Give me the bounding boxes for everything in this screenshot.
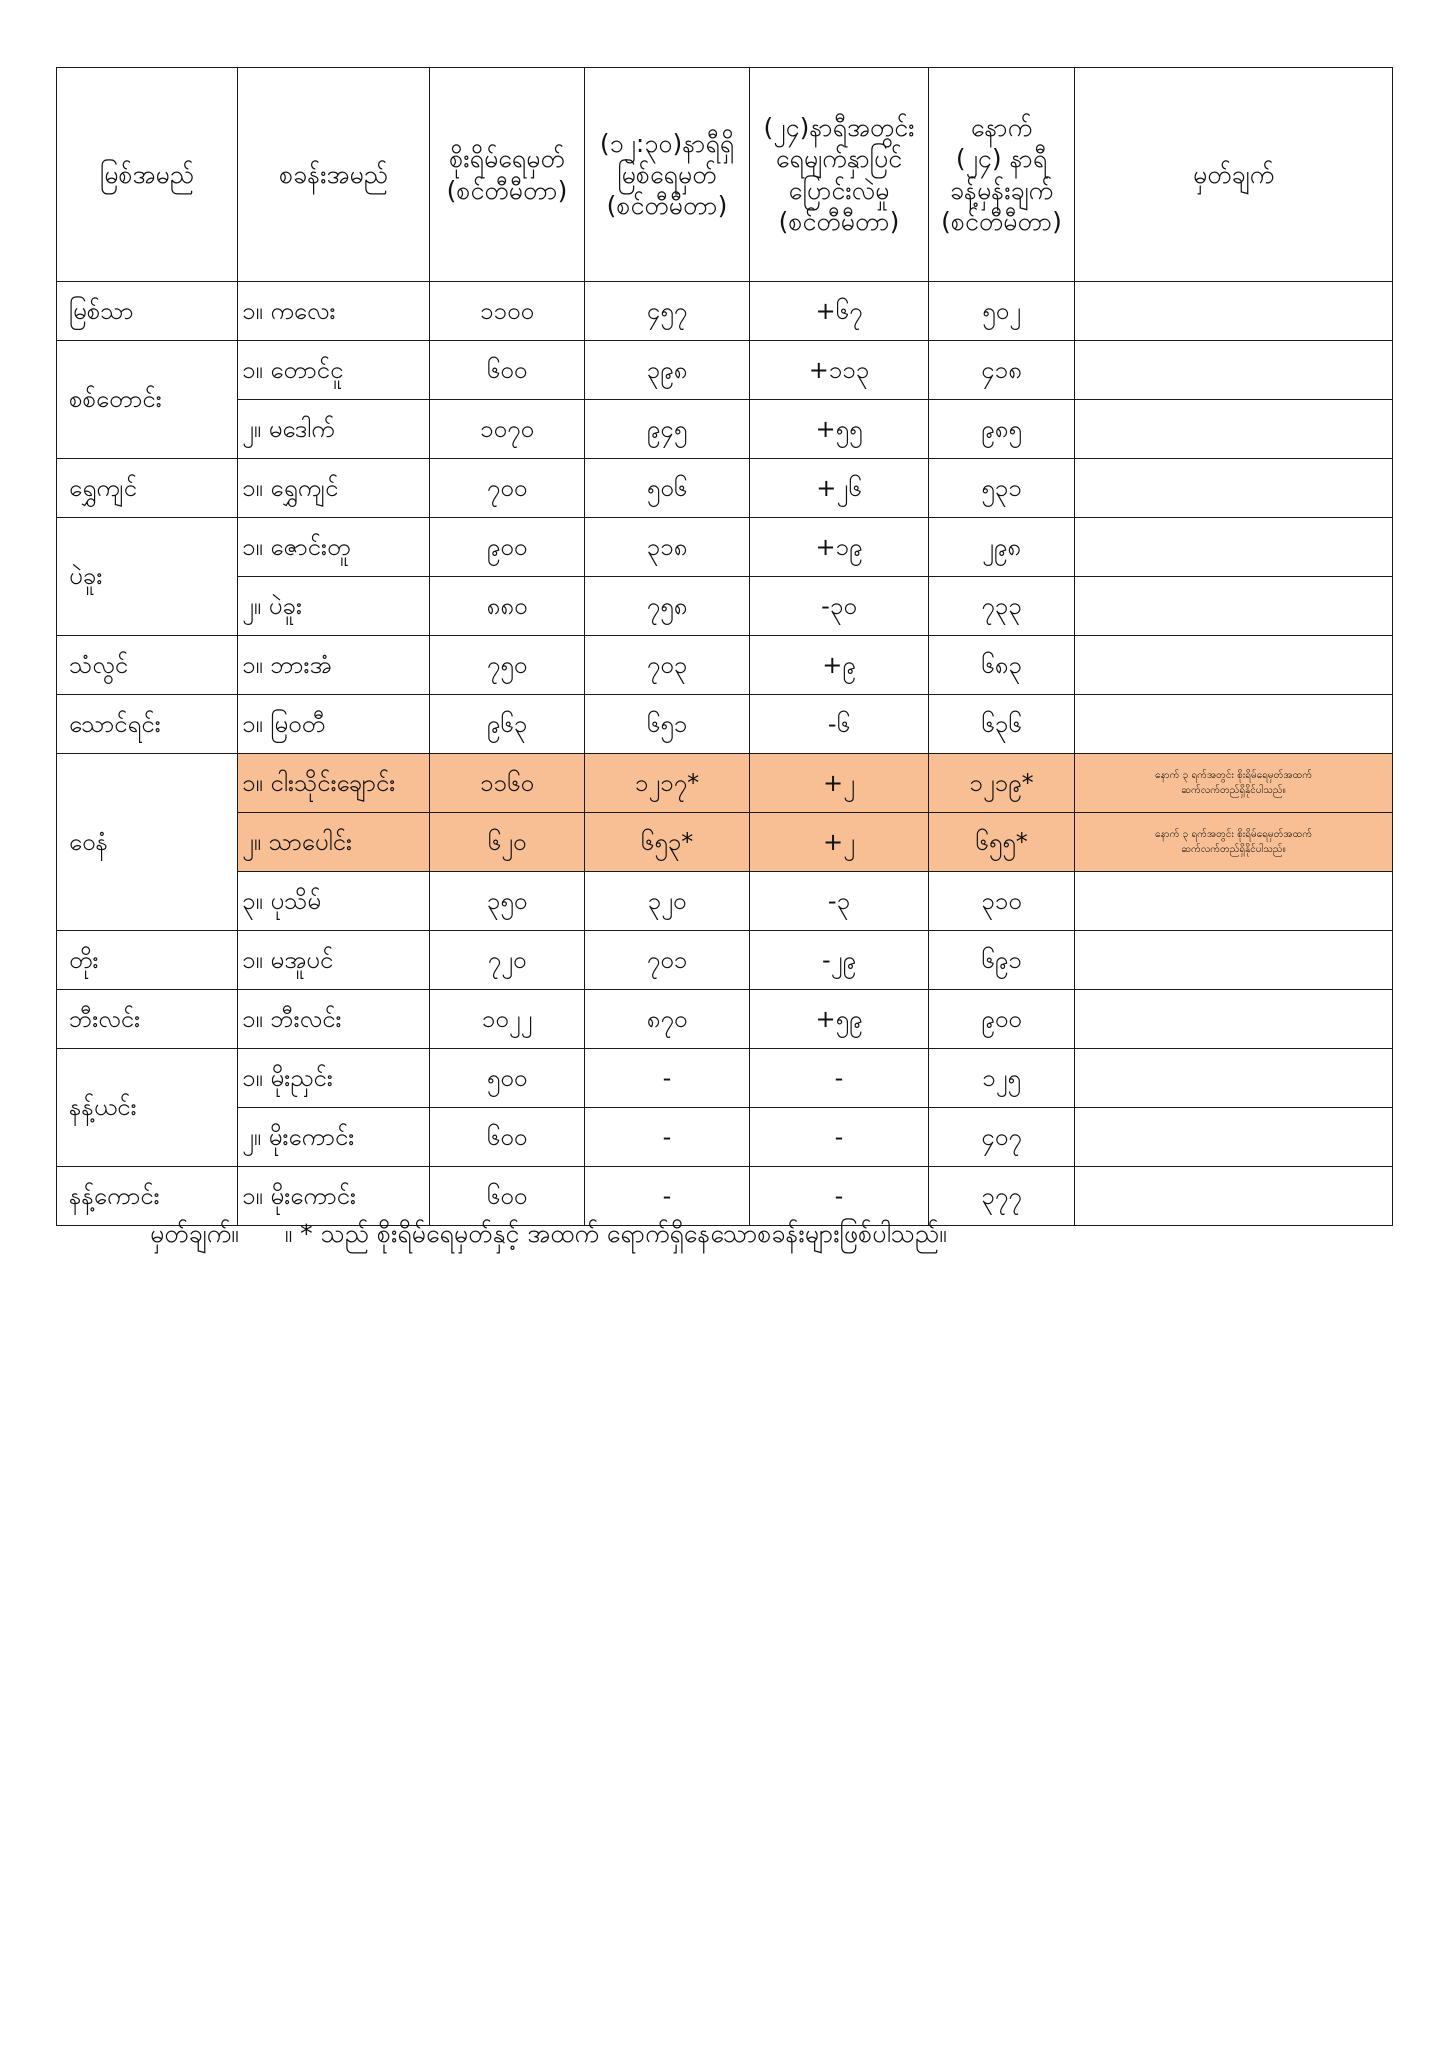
danger-level-cell: ၈၈၀ xyxy=(430,577,585,636)
water-level-cell: ၁၂၁၇* xyxy=(585,754,750,813)
water-change-cell: +၂ xyxy=(750,813,929,872)
table-row xyxy=(57,400,1393,459)
table-row xyxy=(57,577,1393,636)
water-level-cell: ၇၀၁ xyxy=(585,931,750,990)
header-danger-level: စိုးရိမ်ရေမှတ် (စင်တီမီတာ) xyxy=(430,68,585,282)
danger-level-cell: ၁၁၆၀ xyxy=(430,754,585,813)
danger-level-cell: ၆၀၀ xyxy=(430,1108,585,1167)
water-level-cell: ၃၂၀ xyxy=(585,872,750,931)
station-name-cell: ၁။ မြဝတီ xyxy=(238,695,430,754)
river-name-cell: စစ်တောင်း xyxy=(57,341,238,459)
station-name-cell: ၃။ ပုသိမ် xyxy=(238,872,430,931)
danger-level-cell: ၉၆၃ xyxy=(430,695,585,754)
water-change-cell: -၂၉ xyxy=(750,931,929,990)
water-change-cell: - xyxy=(750,1167,929,1226)
header-water-level: (၁၂:၃၀)နာရီရှိ မြစ်ရေမှတ် (စင်တီမီတာ) xyxy=(585,68,750,282)
header-remarks: မှတ်ချက် xyxy=(1075,68,1393,282)
forecast-cell: ၅၀၂ xyxy=(929,282,1075,341)
table-row xyxy=(57,1108,1393,1167)
remark-cell xyxy=(1075,1049,1393,1108)
river-name-cell: မြစ်သာ xyxy=(57,282,238,341)
footnote-text: ။ * သည် စိုးရိမ်ရေမှတ်နှင့် အထက် ရောက်ရှိနေသောစခန်းများဖြစ်ပါသည်။ xyxy=(284,1219,947,1248)
water-change-cell: +၁၁၃ xyxy=(750,341,929,400)
water-level-cell: - xyxy=(585,1049,750,1108)
station-name-cell: ၁။ ငါးသိုင်းချောင်း xyxy=(238,754,430,813)
remark-cell xyxy=(1075,282,1393,341)
river-name-cell: ဘီးလင်း xyxy=(57,990,238,1049)
forecast-cell: ၄၁၈ xyxy=(929,341,1075,400)
remark-cell xyxy=(1075,400,1393,459)
water-change-cell: +၁၉ xyxy=(750,518,929,577)
forecast-cell: ၁၂၅ xyxy=(929,1049,1075,1108)
footnote xyxy=(150,1218,947,1255)
header-24h-change: (၂၄)နာရီအတွင်း ရေမျက်နှာပြင် ပြောင်းလဲမှု (စင်တီမီတာ) xyxy=(750,68,929,282)
station-name-cell: ၁။ မိုးညှင်း xyxy=(238,1049,430,1108)
table-row xyxy=(57,282,1393,341)
table-row xyxy=(57,459,1393,518)
water-level-cell: ၈၇၀ xyxy=(585,990,750,1049)
river-water-level-table xyxy=(56,67,1393,1226)
station-name-cell: ၁။ ကလေး xyxy=(238,282,430,341)
water-change-cell: +၅၉ xyxy=(750,990,929,1049)
forecast-cell: ၆၅၅* xyxy=(929,813,1075,872)
remark-cell xyxy=(1075,518,1393,577)
table-row xyxy=(57,1049,1393,1108)
table-row xyxy=(57,695,1393,754)
water-level-cell: - xyxy=(585,1167,750,1226)
station-name-cell: ၁။ ဘားအံ xyxy=(238,636,430,695)
forecast-cell: ၁၂၁၉* xyxy=(929,754,1075,813)
water-change-cell: - xyxy=(750,1108,929,1167)
remark-cell xyxy=(1075,695,1393,754)
table-row xyxy=(57,872,1393,931)
forecast-cell: ၃၁၀ xyxy=(929,872,1075,931)
forecast-cell: ၆၃၆ xyxy=(929,695,1075,754)
remark-cell xyxy=(1075,872,1393,931)
danger-level-cell: ၇၀၀ xyxy=(430,459,585,518)
water-level-cell: ၃၁၈ xyxy=(585,518,750,577)
water-change-cell: +၂ xyxy=(750,754,929,813)
header-row xyxy=(57,68,1393,282)
forecast-cell: ၄၀၇ xyxy=(929,1108,1075,1167)
header-station-name: စခန်းအမည် xyxy=(238,68,430,282)
header-river-name: မြစ်အမည် xyxy=(57,68,238,282)
table-row xyxy=(57,813,1393,872)
remark-cell: နောက် ၃ ရက်အတွင်း စိုးရိမ်ရေမှတ်အထက် ဆက်လက်တည်ရှိနိုင်ပါသည်။ xyxy=(1075,754,1393,813)
remark-cell xyxy=(1075,636,1393,695)
water-change-cell: +၉ xyxy=(750,636,929,695)
station-name-cell: ၁။ ရွှေကျင် xyxy=(238,459,430,518)
table-row xyxy=(57,636,1393,695)
danger-level-cell: ၁၀၂၂ xyxy=(430,990,585,1049)
forecast-cell: ၆၉၁ xyxy=(929,931,1075,990)
water-level-cell: ၄၅၇ xyxy=(585,282,750,341)
remark-cell xyxy=(1075,341,1393,400)
station-name-cell: ၂။ မိုးကောင်း xyxy=(238,1108,430,1167)
water-change-cell: -၆ xyxy=(750,695,929,754)
station-name-cell: ၂။ သာပေါင်း xyxy=(238,813,430,872)
remark-cell xyxy=(1075,577,1393,636)
water-change-cell: -၃၀ xyxy=(750,577,929,636)
water-level-cell: ၆၅၃* xyxy=(585,813,750,872)
water-change-cell: -၃ xyxy=(750,872,929,931)
forecast-cell: ၇၃၃ xyxy=(929,577,1075,636)
river-name-cell: ရွှေကျင် xyxy=(57,459,238,518)
forecast-cell: ၆၈၃ xyxy=(929,636,1075,695)
river-name-cell: တိုး xyxy=(57,931,238,990)
water-change-cell: +၂၆ xyxy=(750,459,929,518)
table-row xyxy=(57,990,1393,1049)
river-name-cell: နန့်ကောင်း xyxy=(57,1167,238,1226)
table-body xyxy=(57,282,1393,1226)
footnote-label: မှတ်ချက်။ xyxy=(150,1219,239,1248)
forecast-cell: ၂၉၈ xyxy=(929,518,1075,577)
river-name-cell: ဝေနံ xyxy=(57,754,238,931)
water-level-cell: ၇၅၈ xyxy=(585,577,750,636)
station-name-cell: ၂။ ပဲခူး xyxy=(238,577,430,636)
station-name-cell: ၁။ ဇောင်းတူ xyxy=(238,518,430,577)
water-change-cell: - xyxy=(750,1049,929,1108)
forecast-cell: ၅၃၁ xyxy=(929,459,1075,518)
danger-level-cell: ၆၂၀ xyxy=(430,813,585,872)
danger-level-cell: ၃၅၀ xyxy=(430,872,585,931)
water-level-cell: ၆၅၁ xyxy=(585,695,750,754)
remark-cell xyxy=(1075,931,1393,990)
header-24h-forecast: နောက် (၂၄) နာရီ ခန့်မှန်းချက် (စင်တီမီတာ) xyxy=(929,68,1075,282)
danger-level-cell: ၇၅၀ xyxy=(430,636,585,695)
station-name-cell: ၁။ တောင်ငူ xyxy=(238,341,430,400)
table-row xyxy=(57,518,1393,577)
table-row xyxy=(57,1167,1393,1226)
danger-level-cell: ၁၀၇၀ xyxy=(430,400,585,459)
station-name-cell: ၁။ မိုးကောင်း xyxy=(238,1167,430,1226)
water-level-cell: ၉၄၅ xyxy=(585,400,750,459)
danger-level-cell: ၁၁၀၀ xyxy=(430,282,585,341)
forecast-cell: ၉၀၀ xyxy=(929,990,1075,1049)
danger-level-cell: ၅၀၀ xyxy=(430,1049,585,1108)
remark-cell xyxy=(1075,1167,1393,1226)
danger-level-cell: ၆၀၀ xyxy=(430,1167,585,1226)
table-header xyxy=(57,68,1393,282)
remark-cell xyxy=(1075,990,1393,1049)
water-change-cell: +၅၅ xyxy=(750,400,929,459)
water-level-cell: - xyxy=(585,1108,750,1167)
water-level-cell: ၇၀၃ xyxy=(585,636,750,695)
water-level-cell: ၅၀၆ xyxy=(585,459,750,518)
station-name-cell: ၁။ ဘီးလင်း xyxy=(238,990,430,1049)
station-name-cell: ၂။ မဒေါက် xyxy=(238,400,430,459)
table-row xyxy=(57,931,1393,990)
water-change-cell: +၆၇ xyxy=(750,282,929,341)
danger-level-cell: ၇၂၀ xyxy=(430,931,585,990)
remark-cell xyxy=(1075,459,1393,518)
remark-cell: နောက် ၃ ရက်အတွင်း စိုးရိမ်ရေမှတ်အထက် ဆက်လက်တည်ရှိနိုင်ပါသည်။ xyxy=(1075,813,1393,872)
river-name-cell: သောင်ရင်း xyxy=(57,695,238,754)
danger-level-cell: ၉၀၀ xyxy=(430,518,585,577)
river-name-cell: သံလွင် xyxy=(57,636,238,695)
table-row xyxy=(57,754,1393,813)
river-name-cell: နန့်ယင်း xyxy=(57,1049,238,1167)
water-level-cell: ၃၉၈ xyxy=(585,341,750,400)
forecast-cell: ၃၇၇ xyxy=(929,1167,1075,1226)
forecast-cell: ၉၈၅ xyxy=(929,400,1075,459)
table-row xyxy=(57,341,1393,400)
remark-cell xyxy=(1075,1108,1393,1167)
river-name-cell: ပဲခူး xyxy=(57,518,238,636)
station-name-cell: ၁။ မအူပင် xyxy=(238,931,430,990)
danger-level-cell: ၆၀၀ xyxy=(430,341,585,400)
